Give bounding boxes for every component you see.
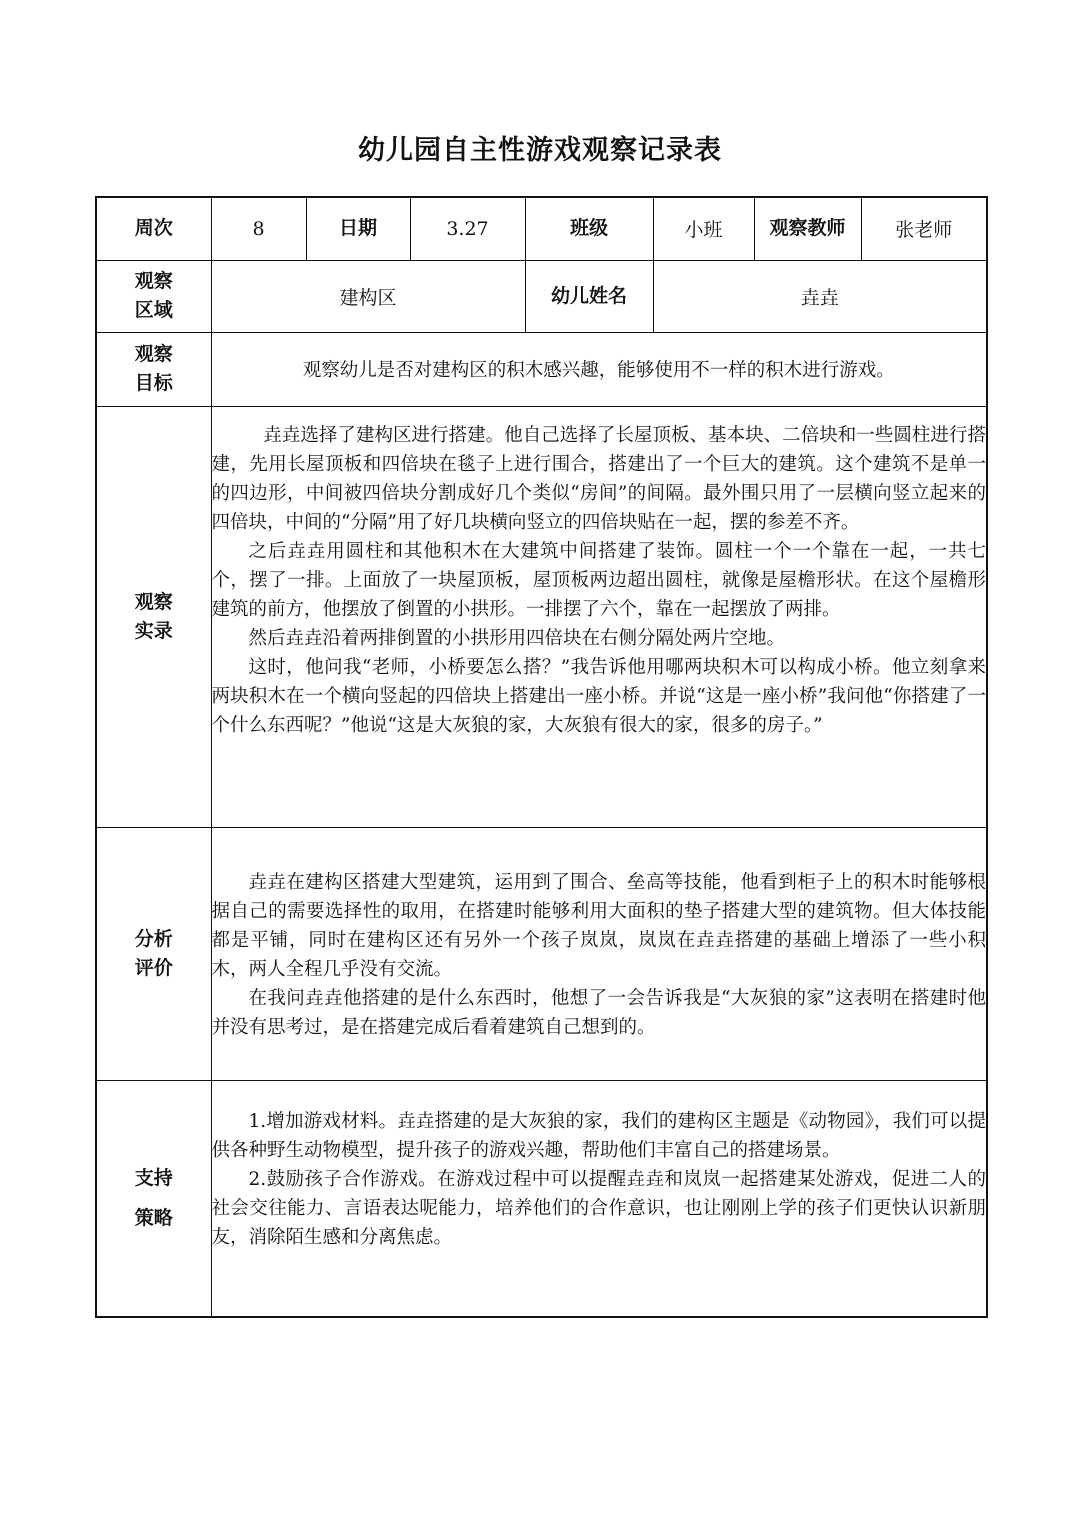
analysis-paragraph: 在我问垚垚他搭建的是什么东西时，他想了一会告诉我是“大灰狼的家”这表明在搭建时他并没有思考过，是在搭建完成后看着建筑自己想到的。: [211, 987, 986, 1038]
class-label: 班级: [525, 197, 653, 260]
info-row-1: [96, 197, 987, 260]
analysis-paragraph: 垚垚在建构区搭建大型建筑，运用到了围合、垒高等技能，他看到柜子上的积木时能够根据自己的需要选择性的取用，在搭建时能够利用大面积的垫子搭建大型的建筑物。但大体技能都是平铺，同时在建构区还有另外一个孩子岚岚，岚岚在垚垚搭建的基础上增添了一些小积木，两人全程几乎没有交流。: [211, 871, 986, 980]
record-label: [96, 406, 211, 827]
week-value: 8: [211, 197, 306, 260]
record-paragraph: 之后垚垚用圆柱和其他积木在大建筑中间搭建了装饰。圆柱一个一个靠在一起，一共七个，摆了一排。上面放了一块屋顶板，屋顶板两边超出圆柱，就像是屋檐形状。在这个屋檐形建筑的前方，他摆放了倒置的小拱形。一排摆了六个，靠在一起摆放了两排。: [211, 540, 986, 620]
analysis-content: [211, 827, 987, 1080]
goal-text: 观察幼儿是否对建构区的积木感兴趣，能够使用不一样的积木进行游戏。: [211, 332, 987, 406]
teacher-label: 观察教师: [754, 197, 861, 260]
observation-record-table: [95, 196, 988, 1318]
strategy-label-line2: 策略: [134, 1207, 173, 1230]
goal-label-line2: 目标: [134, 372, 173, 394]
record-paragraph: 然后垚垚沿着两排倒置的小拱形用四倍块在右侧分隔处两片空地。: [248, 627, 786, 649]
teacher-value: 张老师: [861, 197, 987, 260]
analysis-label-line2: 评价: [134, 956, 173, 979]
record-row: [96, 406, 987, 827]
record-paragraph: 这时，他问我“老师，小桥要怎么搭？”我告诉他用哪两块积木可以构成小桥。他立刻拿来两块积木在一个横向竖起的四倍块上搭建出一座小桥。并说“这是一座小桥”我问他“你搭建了一个什么东西呢？”他说“这是大灰狼的家，大灰狼有很大的家，很多的房子。”: [211, 656, 986, 736]
analysis-label-line1: 分析: [134, 927, 173, 950]
strategy-paragraph: 2.鼓励孩子合作游戏。在游戏过程中可以提醒垚垚和岚岚一起搭建某处游戏，促进二人的社会交往能力、言语表达呢能力，培养他们的合作意识，也让刚刚上学的孩子们更快认识新朋友，消除陌生感和分离焦虑。: [211, 1168, 986, 1248]
record-label-line2: 实录: [134, 619, 173, 642]
area-label-line1: 观察: [134, 270, 173, 292]
page-title: 幼儿园自主性游戏观察记录表: [358, 135, 722, 166]
analysis-row: [96, 827, 987, 1080]
info-row-2: [96, 260, 987, 332]
class-value: 小班: [653, 197, 754, 260]
strategy-paragraph: 1.增加游戏材料。垚垚搭建的是大灰狼的家，我们的建构区主题是《动物园》，我们可以提供各种野生动物模型，提升孩子的游戏兴趣，帮助他们丰富自己的搭建场景。: [211, 1110, 986, 1161]
date-value: 3.27: [410, 197, 525, 260]
goal-label: [96, 332, 211, 406]
child-name-value: 垚垚: [653, 260, 987, 332]
area-value: 建构区: [211, 260, 525, 332]
goal-label-line1: 观察: [134, 343, 173, 365]
goal-row: [96, 332, 987, 406]
strategy-row: [96, 1080, 987, 1317]
record-content: [211, 406, 987, 827]
area-label-line2: 区域: [134, 299, 173, 321]
child-name-label: 幼儿姓名: [525, 260, 653, 332]
record-label-line1: 观察: [134, 590, 173, 613]
date-label: 日期: [306, 197, 410, 260]
analysis-label: [96, 827, 211, 1080]
week-label: 周次: [96, 197, 211, 260]
strategy-content: [211, 1080, 987, 1317]
record-paragraph: 垚垚选择了建构区进行搭建。他自己选择了长屋顶板、基本块、二倍块和一些圆柱进行搭建，先用长屋顶板和四倍块在毯子上进行围合，搭建出了一个巨大的建筑。这个建筑不是单一的四边形，中间被四倍块分割成好几个类似“房间”的间隔。最外围只用了一层横向竖立起来的四倍块，中间的“分隔”用了好几块横向竖立的四倍块贴在一起，摆的参差不齐。: [211, 424, 986, 533]
strategy-label: [96, 1080, 211, 1317]
strategy-label-line1: 支持: [134, 1167, 173, 1190]
area-label: [96, 260, 211, 332]
